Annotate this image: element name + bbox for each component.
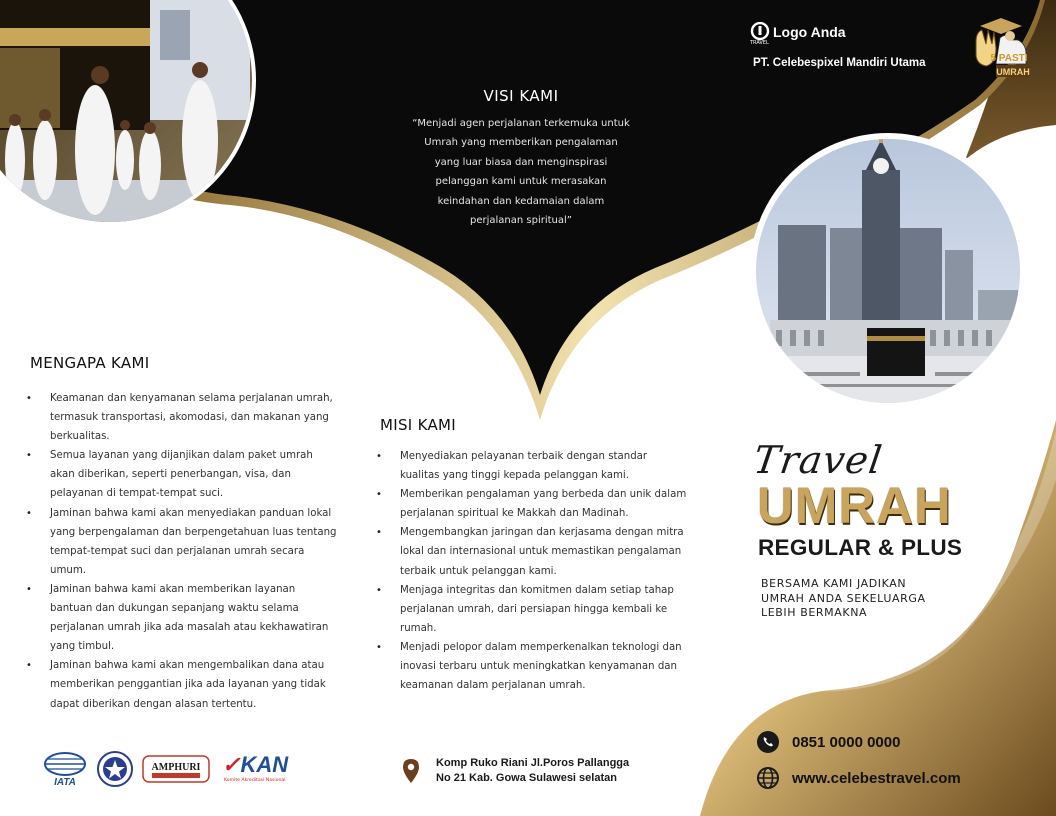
- misi-item: • Menyediakan pelayanan terbaik dengan standar kualitas yang tinggi kepada pelanggan kami.: [376, 447, 688, 485]
- visi-title: VISI KAMI: [483, 87, 559, 105]
- misi-item: • Memberikan pengalaman yang berbeda dan unik dalam perjalanan spiritual ke Makkah dan Madinah.: [376, 485, 688, 523]
- location-pin-icon: [402, 758, 420, 784]
- mengapa-item: • Semua layanan yang dijanjikan dalam paket umrah akan diberikan, seperti penerbangan, visa, dan pelayanan di tempat-tempat suci.: [26, 446, 338, 503]
- phone-number[interactable]: 0851 0000 0000: [792, 733, 901, 751]
- association-seal-icon: [94, 750, 136, 788]
- misi-item: • Menjaga integritas dan komitmen dalam setiap tahap perjalanan umrah, dari persiapan hingga kembali ke rumah.: [376, 581, 688, 638]
- mengapa-item: • Jaminan bahwa kami akan menyediakan panduan lokal yang berpengalaman dan berpengetahuan luas tentang tempat-tempat suci dan perjalanan umrah secara umum.: [26, 504, 338, 580]
- misi-item: • Menjadi pelopor dalam memperkenalkan teknologi dan inovasi terbaru untuk meningkatkan kenyamanan dan keamanan dalam perjalanan umrah.: [376, 638, 688, 695]
- company-name: PT. Celebespixel Mandiri Utama: [753, 57, 926, 69]
- mengapa-item: • Jaminan bahwa kami akan mengembalikan dana atau memberikan penggantian jika ada layanan yang tidak dapat diberikan dengan alasan tertentu.: [26, 656, 338, 713]
- address-line: Komp Ruko Riani Jl.Poros Pallangga: [436, 757, 630, 769]
- travel-heading: Travel: [750, 438, 886, 482]
- badge-line1: 5 PASTI: [990, 53, 1028, 64]
- logo-text: Logo Anda: [773, 24, 846, 40]
- tagline: [761, 577, 926, 621]
- check-icon: ✓: [222, 752, 241, 777]
- amphuri-logo: [142, 750, 210, 788]
- mengapa-list: [26, 389, 338, 714]
- address-line: No 21 Kab. Gowa Sulawesi selatan: [436, 771, 617, 784]
- whatsapp-icon: [756, 730, 780, 754]
- kan-sub-text: Komite Akreditasi Nasional: [224, 778, 286, 783]
- pasti-umrah-badge: [966, 14, 1036, 84]
- tagline-line: LEBIH BERMAKNA: [761, 606, 868, 619]
- kan-text: KAN: [240, 752, 289, 777]
- logo-sub-text: TRAVEL: [750, 40, 769, 46]
- misi-title: MISI KAMI: [380, 416, 456, 434]
- mengapa-item: • Jaminan bahwa kami akan memberikan layanan bantuan dan dukungan sepanjang waktu selama perjalanan umrah jika ada masalah atau kekhawatiran yang timbul.: [26, 580, 338, 656]
- tagline-line: UMRAH ANDA SEKELUARGA: [761, 591, 926, 605]
- phone-row[interactable]: [756, 730, 900, 754]
- misi-list: [376, 447, 688, 695]
- website-row[interactable]: [756, 766, 961, 790]
- iata-logo: [42, 750, 88, 788]
- misi-item: • Mengembangkan jaringan dan kerjasama dengan mitra lokal dan internasional untuk memastikan pengalaman terbaik untuk pelanggan kami.: [376, 523, 688, 580]
- website-link[interactable]: www.celebestravel.com: [792, 769, 961, 787]
- globe-icon: [756, 766, 780, 790]
- iata-text: IATA: [54, 777, 76, 788]
- mengapa-title: MENGAPA KAMI: [30, 354, 150, 372]
- badge-line2: UMRAH: [996, 67, 1030, 77]
- tagline-line: BERSAMA KAMI JADIKAN: [761, 577, 907, 590]
- umrah-heading: UMRAH: [757, 477, 952, 534]
- kan-logo: [222, 750, 306, 788]
- regular-plus-heading: REGULAR & PLUS: [758, 535, 963, 560]
- amphuri-text: AMPHURI: [151, 762, 201, 773]
- mengapa-item: • Keamanan dan kenyamanan selama perjalanan umrah, termasuk transportasi, akomodasi, dan makanan yang berkualitas.: [26, 389, 338, 446]
- visi-text: “Menjadi agen perjalanan terkemuka untuk Umrah yang memberikan pengalaman yang luar biasa dan menginspirasi pelanggan kami untuk merasakan keindahan dan kedamaian dalam perjalanan spiritual”: [412, 118, 630, 227]
- address: [436, 756, 629, 785]
